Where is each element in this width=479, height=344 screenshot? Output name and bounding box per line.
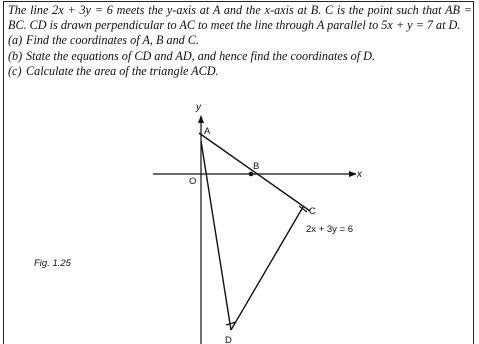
part-a-label: (a) (8, 33, 23, 48)
line-cd (231, 207, 303, 330)
point-b-label: B (253, 161, 260, 172)
y-axis-label: y (196, 102, 201, 113)
line-abc (199, 133, 310, 211)
part-b-text: State the equations of CD and AD, and hence find the coordinates of D. (26, 48, 375, 63)
x-axis-label: x (357, 169, 362, 180)
point-b-marker (249, 172, 254, 177)
line-equation-label: 2x + 3y = 6 (306, 224, 354, 235)
line-ad (201, 141, 231, 330)
point-c-label: C (309, 206, 316, 217)
question-intro: The line 2x + 3y = 6 meets the y-axis at A and the x-axis at B. C is the point such that AB = BC. CD is drawn perpendicular to AC to meet the line through A parallel to 5x + y = 7 at D. (8, 3, 472, 33)
part-a-text: Find the coordinates of A, B and C. (26, 33, 199, 48)
point-a-label: A (204, 126, 211, 137)
origin-label: O (189, 176, 197, 187)
point-d-label: D (225, 335, 232, 344)
part-c-label: (c) (8, 63, 22, 78)
part-b-label: (b) (8, 48, 23, 63)
part-c-text: Calculate the area of the triangle ACD. (26, 63, 219, 78)
figure-caption: Fig. 1.25 (34, 258, 71, 269)
